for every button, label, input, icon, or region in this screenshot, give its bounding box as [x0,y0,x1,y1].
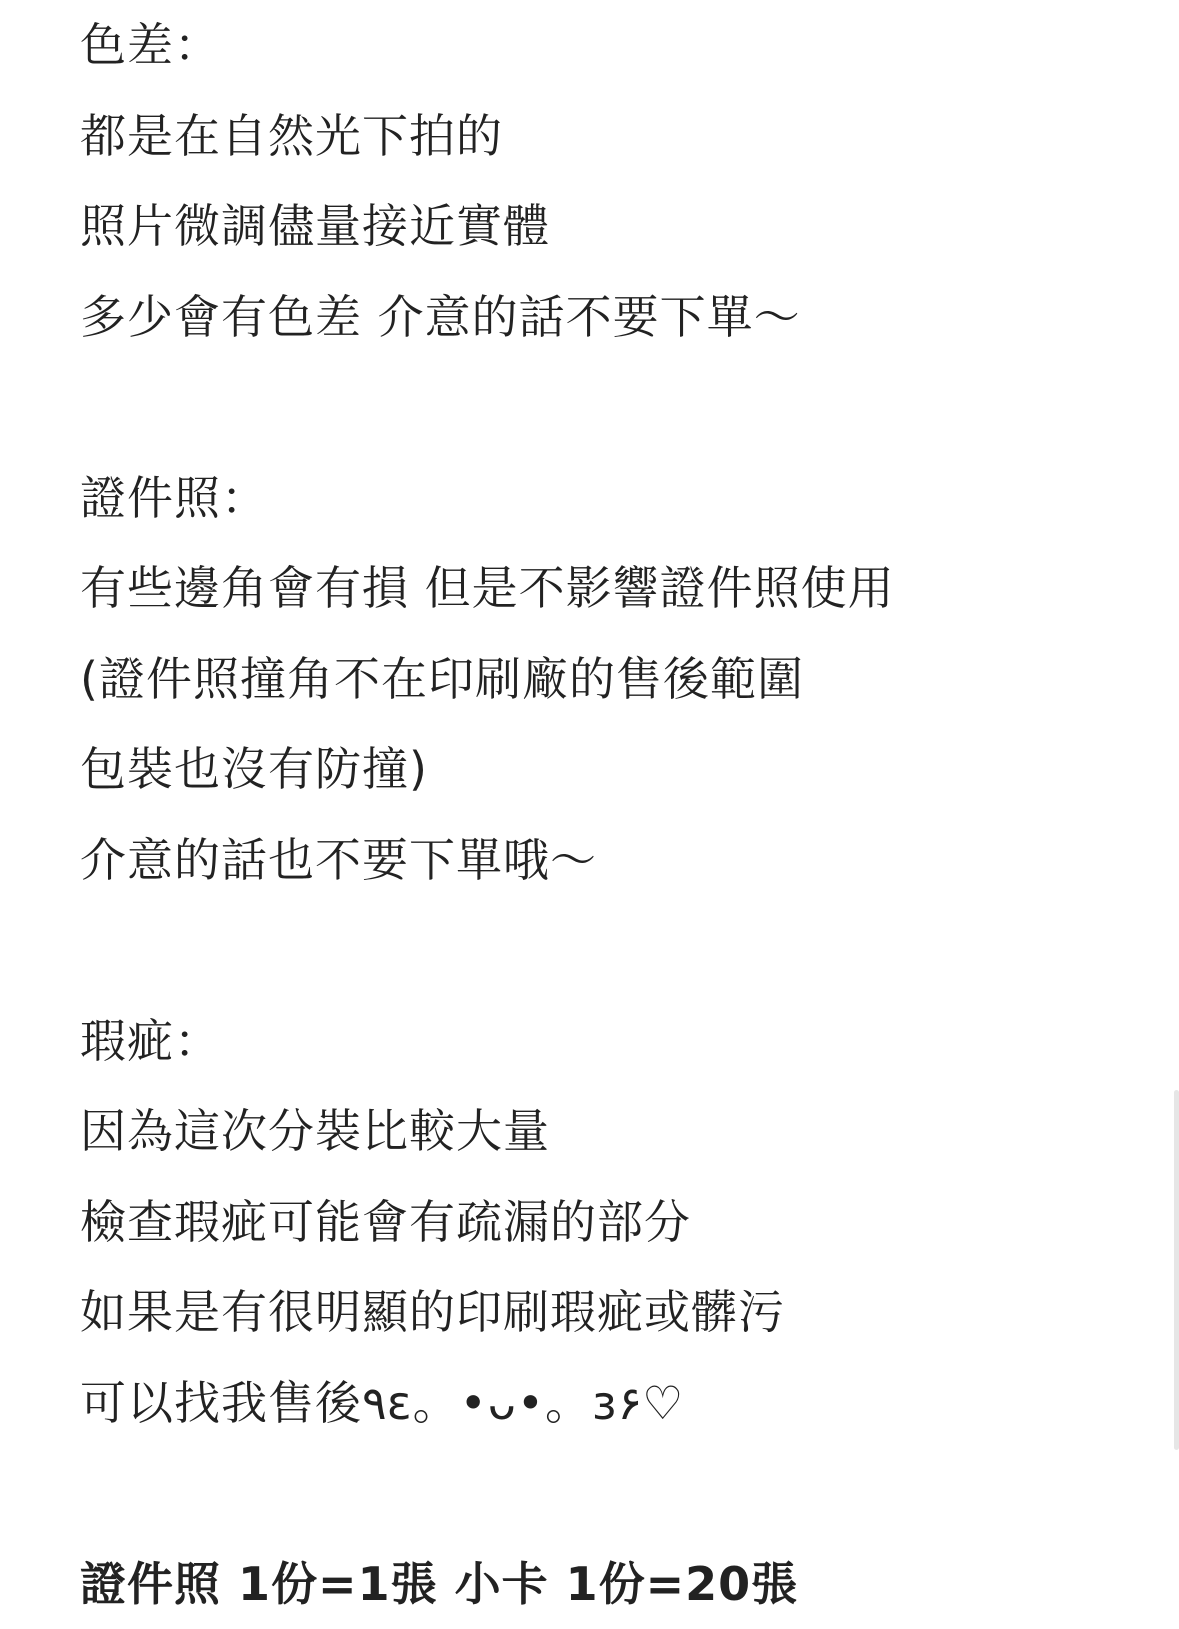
id-photo-section-line: 包裝也沒有防撞) [80,724,1140,815]
note-text [80,0,1140,1629]
color-section-line: 都是在自然光下拍的 [80,91,1140,182]
id-photo-section-line: (證件照撞角不在印刷廠的售後範圍 [80,634,1140,725]
blank-line [80,905,1140,996]
defect-section-line: 檢查瑕疵可能會有疏漏的部分 [80,1177,1140,1268]
blank-line [80,362,1140,453]
id-photo-section-heading: 證件照： [80,453,1140,544]
defect-section-line: 因為這次分裝比較大量 [80,1086,1140,1177]
defect-section-heading: 瑕疵： [80,996,1140,1087]
color-section-line: 照片微調儘量接近實體 [80,181,1140,272]
scroll-indicator[interactable] [1174,1090,1179,1450]
summary-line: 證件照 1份=1張 小卡 1份=20張 [80,1539,1140,1629]
id-photo-section-line: 有些邊角會有損 但是不影響證件照使用 [80,543,1140,634]
blank-line [80,1448,1140,1539]
defect-section-line: 可以找我售後٩ɛ。•ᴗ•。ɜ۶♡ [80,1358,1140,1449]
defect-section-line: 如果是有很明顯的印刷瑕疵或髒污 [80,1267,1140,1358]
color-section-heading: 色差： [80,0,1140,91]
color-section-line: 多少會有色差 介意的話不要下單～ [80,272,1140,363]
id-photo-section-line: 介意的話也不要下單哦～ [80,815,1140,906]
